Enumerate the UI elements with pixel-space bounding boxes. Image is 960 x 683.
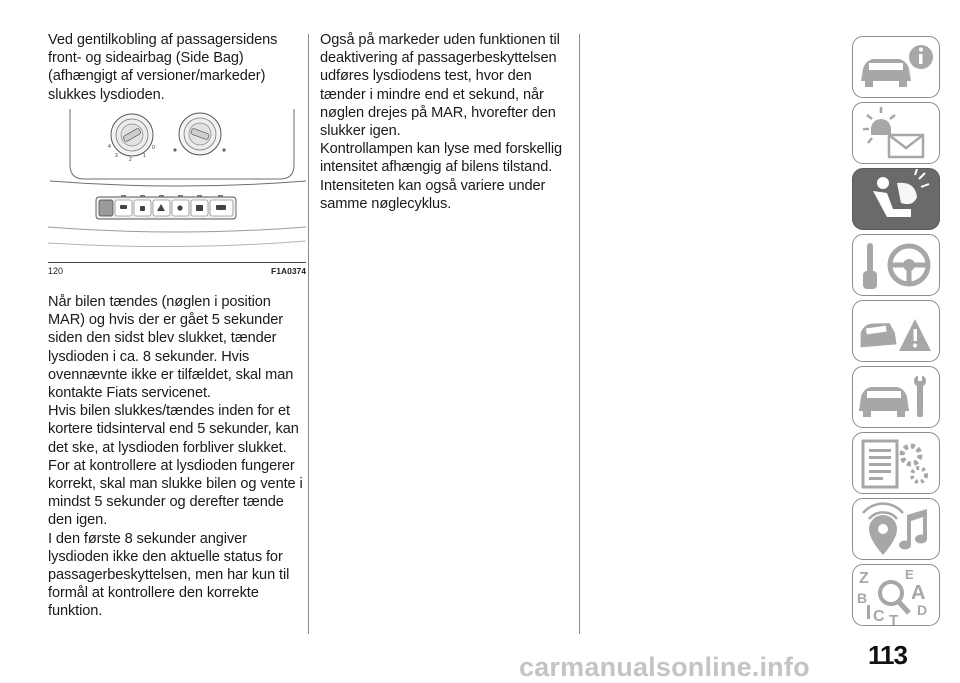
switch-panel bbox=[96, 195, 236, 219]
index-letter: A bbox=[911, 582, 926, 604]
middle-column bbox=[320, 31, 570, 213]
technical-data-icon bbox=[853, 433, 940, 494]
knob-mark: 4 bbox=[108, 144, 111, 150]
index-letter: T bbox=[889, 612, 899, 627]
warning-lights-icon bbox=[853, 103, 940, 164]
column-divider bbox=[308, 34, 309, 634]
left-column-top bbox=[48, 31, 303, 104]
tab-alphabetical-index[interactable] bbox=[852, 564, 940, 626]
paragraph: Når bilen tændes (nøglen i position MAR) og hvis der er gået 5 sekunder siden den sidst blev slukket, tænder lysdioden i ca. 8 sekunder. Hvis ovennævnte ikke er tilfældet, skal man kontakte Fiats servicenet. bbox=[48, 294, 294, 402]
car-maintenance-icon bbox=[853, 367, 940, 428]
figure-caption bbox=[48, 262, 306, 277]
paragraph: Kontrollampen kan lyse med forskellig intensitet afhængig af bilens tilstand. Intensiteten kan også variere under samme nøglecyklus. bbox=[320, 141, 563, 212]
knob-mark: 1 bbox=[143, 153, 146, 159]
column-divider bbox=[579, 34, 580, 634]
emergency-car-icon bbox=[853, 301, 940, 362]
figure-code: F1A0374 bbox=[271, 266, 306, 276]
page-number: 113 bbox=[868, 640, 907, 670]
tab-car-info[interactable] bbox=[852, 36, 940, 98]
tab-maintenance[interactable] bbox=[852, 366, 940, 428]
watermark: carmanualsonline.info bbox=[519, 652, 810, 682]
knob-mark: 0 bbox=[152, 145, 155, 151]
tab-multimedia[interactable] bbox=[852, 498, 940, 560]
alphabetical-index-icon bbox=[853, 565, 940, 626]
figure-number: 120 bbox=[48, 266, 64, 276]
knob-mark: 2 bbox=[129, 157, 132, 163]
tab-technical-data[interactable] bbox=[852, 432, 940, 494]
paragraph: Hvis bilen slukkes/tændes inden for et kortere tidsinterval end 5 sekunder, kan det ske, at lysdioden forbliver slukket. For at kontrollere at lysdioden fungerer korrekt, skal man slukke bilen og vente i mindst 5 sekunder og derefter tænde den igen. bbox=[48, 403, 303, 529]
index-letter: E bbox=[905, 567, 914, 582]
multimedia-icon bbox=[853, 499, 940, 560]
index-letter: D bbox=[917, 602, 928, 618]
dashboard-figure bbox=[48, 109, 306, 259]
seat-airbag-icon bbox=[853, 169, 940, 230]
index-letter: Z bbox=[859, 570, 869, 587]
left-column-bottom bbox=[48, 293, 308, 621]
tab-starting-driving[interactable] bbox=[852, 234, 940, 296]
paragraph: Også på markeder uden funktionen til deaktivering af passagerbeskyttelsen udføres lysdiodens test, hvor den tænder i mindre end et sekund, når nøglen drejes på MAR, hvorefter den slukker igen. bbox=[320, 32, 560, 140]
dashboard-illustration bbox=[48, 109, 306, 259]
paragraph: I den første 8 sekunder angiver lysdioden ikke den aktuelle status for passagerbeskyttelsen, men har kun til formål at kontrollere den korrekte funktion. bbox=[48, 530, 290, 620]
tab-warning-lights[interactable] bbox=[852, 102, 940, 164]
car-info-icon bbox=[853, 37, 940, 98]
tab-safety[interactable] bbox=[852, 168, 940, 230]
tab-emergency[interactable] bbox=[852, 300, 940, 362]
paragraph: Ved gentilkobling af passagersidens front- og sideairbag (Side Bag) (afhængigt af versioner/markeder) slukkes lysdioden. bbox=[48, 32, 278, 103]
temperature-knob bbox=[173, 113, 225, 155]
index-letter: B bbox=[857, 590, 868, 606]
knob-mark: 3 bbox=[115, 153, 118, 159]
index-letter: C bbox=[873, 608, 885, 625]
ventilation-knob bbox=[111, 114, 153, 156]
key-steering-wheel-icon bbox=[853, 235, 940, 296]
